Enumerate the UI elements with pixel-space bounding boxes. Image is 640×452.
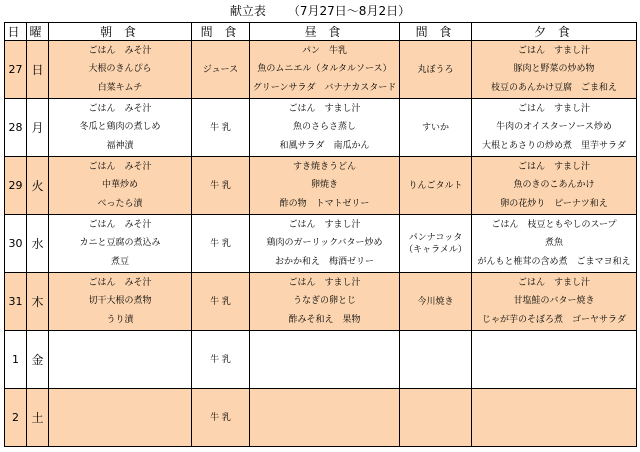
dinner-items <box>472 390 636 446</box>
menu-item: うり漬 <box>106 315 134 326</box>
menu-item: 牛 乳 <box>210 296 231 307</box>
lunch-cell <box>250 41 400 99</box>
day-cell: 2 <box>5 389 27 447</box>
menu-item: ジュース <box>202 64 239 75</box>
weekday-cell: 木 <box>27 273 49 331</box>
menu-item: 魚のきのこあんかけ <box>513 180 595 191</box>
lunch-items <box>250 274 399 330</box>
snack-pm-items <box>400 390 471 446</box>
lunch-cell <box>250 331 400 389</box>
dinner-cell <box>472 41 637 99</box>
menu-item: 牛 乳 <box>210 122 231 133</box>
menu-body <box>5 41 637 447</box>
dinner-items <box>472 332 636 388</box>
dinner-cell <box>472 99 637 157</box>
dinner-items <box>472 216 636 272</box>
breakfast-items <box>49 158 191 214</box>
menu-item: カニと豆腐の煮込み <box>79 238 161 249</box>
menu-item: パン 牛乳 <box>301 45 347 56</box>
table-row <box>5 331 637 389</box>
menu-table <box>4 22 637 447</box>
snack-pm-items <box>400 332 471 388</box>
menu-item: 豚肉と野菜の炒め物 <box>513 64 595 75</box>
lunch-items <box>250 158 399 214</box>
snack-am-cell <box>192 41 250 99</box>
snack-pm-cell <box>400 41 472 99</box>
menu-item: ごはん すまし汁 <box>517 103 590 114</box>
day-cell: 1 <box>5 331 27 389</box>
lunch-cell <box>250 389 400 447</box>
menu-item: 切干大根の煮物 <box>88 296 152 307</box>
menu-item: 和風サラダ 南瓜かん <box>279 141 370 152</box>
menu-item: ごはん みそ汁 <box>88 219 152 230</box>
snack-am-items <box>192 332 249 388</box>
menu-item: 冬瓜と鶏肉の煮しめ <box>79 122 161 133</box>
menu-item: がんもと椎茸の含め煮 ごまマヨ和え <box>477 257 631 268</box>
breakfast-items <box>49 332 191 388</box>
snack-pm-cell <box>400 273 472 331</box>
snack-am-cell <box>192 331 250 389</box>
menu-item: パンナコッタ <box>408 232 463 243</box>
menu-item: 煮豆 <box>110 257 129 268</box>
menu-item: りんごタルト <box>408 180 463 191</box>
menu-item: すき焼きうどん <box>292 161 356 172</box>
lunch-cell <box>250 157 400 215</box>
menu-item: 枝豆のあんかけ豆腐 ごま和え <box>490 83 617 94</box>
day-cell: 30 <box>5 215 27 273</box>
day-cell: 27 <box>5 41 27 99</box>
breakfast-cell <box>49 99 192 157</box>
day-cell: 31 <box>5 273 27 331</box>
menu-item: 鶏肉のガーリックバター炒め <box>266 238 383 249</box>
menu-item: 大根とあさりの炒め煮 里芋サラダ <box>482 141 626 152</box>
lunch-items <box>250 332 399 388</box>
menu-item: おかか和え 梅酒ゼリー <box>274 257 374 268</box>
day-cell: 29 <box>5 157 27 215</box>
weekday-cell: 金 <box>27 331 49 389</box>
header-day: 日 <box>5 23 27 41</box>
menu-item: 酢みそ和え 果物 <box>288 315 361 326</box>
menu-item: （キャラメル） <box>404 244 467 255</box>
lunch-items <box>250 100 399 156</box>
snack-pm-cell <box>400 389 472 447</box>
weekday-cell: 日 <box>27 41 49 99</box>
snack-am-items <box>192 42 249 98</box>
menu-item: べったら漬 <box>97 199 143 210</box>
dinner-cell <box>472 331 637 389</box>
header-breakfast: 朝 食 <box>49 23 192 41</box>
menu-item: ごはん すまし汁 <box>288 103 361 114</box>
table-row <box>5 99 637 157</box>
menu-item: ごはん みそ汁 <box>88 45 152 56</box>
snack-am-items <box>192 158 249 214</box>
breakfast-items <box>49 42 191 98</box>
breakfast-cell <box>49 41 192 99</box>
snack-pm-cell <box>400 157 472 215</box>
dinner-cell <box>472 389 637 447</box>
table-row <box>5 41 637 99</box>
breakfast-cell <box>49 157 192 215</box>
breakfast-cell <box>49 273 192 331</box>
menu-item: 中華炒め <box>101 180 138 191</box>
snack-am-items <box>192 100 249 156</box>
header-row <box>5 23 637 41</box>
dinner-cell <box>472 157 637 215</box>
breakfast-items <box>49 274 191 330</box>
menu-item: ごはん すまし汁 <box>288 219 361 230</box>
weekday-cell: 火 <box>27 157 49 215</box>
header-lunch: 昼 食 <box>250 23 400 41</box>
menu-item: 卵焼き <box>310 180 338 191</box>
table-row <box>5 389 637 447</box>
menu-item: すいか <box>421 122 449 133</box>
lunch-cell <box>250 215 400 273</box>
lunch-cell <box>250 273 400 331</box>
title-text: 献立表 <box>229 4 266 18</box>
menu-item: 牛 乳 <box>210 354 231 365</box>
snack-pm-items <box>400 158 471 214</box>
table-row <box>5 157 637 215</box>
menu-item: ごはん すまし汁 <box>517 45 590 56</box>
weekday-cell: 土 <box>27 389 49 447</box>
dinner-items <box>472 100 636 156</box>
snack-am-cell <box>192 215 250 273</box>
breakfast-items <box>49 390 191 446</box>
menu-item: 丸ぼうろ <box>417 64 454 75</box>
lunch-items <box>250 390 399 446</box>
menu-item: うなぎの卵とじ <box>292 296 356 307</box>
menu-item: 卵の花炒り ピーナツ和え <box>500 199 608 210</box>
menu-item: 白菜キムチ <box>97 83 143 94</box>
day-cell: 28 <box>5 99 27 157</box>
menu-item: ごはん 枝豆ともやしのスープ <box>491 219 617 230</box>
snack-pm-items <box>400 274 471 330</box>
menu-item: ごはん すまし汁 <box>288 277 361 288</box>
snack-pm-cell <box>400 215 472 273</box>
menu-title <box>0 0 640 22</box>
weekday-cell: 月 <box>27 99 49 157</box>
breakfast-cell <box>49 389 192 447</box>
menu-item: ごはん みそ汁 <box>88 161 152 172</box>
menu-item: 牛 乳 <box>210 238 231 249</box>
snack-am-items <box>192 274 249 330</box>
header-dinner: 夕 食 <box>472 23 637 41</box>
snack-pm-items <box>400 42 471 98</box>
table-row <box>5 215 637 273</box>
snack-am-items <box>192 390 249 446</box>
menu-item: 福神漬 <box>106 141 134 152</box>
menu-item: 牛 乳 <box>210 412 231 423</box>
dinner-items <box>472 42 636 98</box>
menu-item: 酢の物 トマトゼリー <box>279 199 370 210</box>
lunch-items <box>250 42 399 98</box>
snack-am-cell <box>192 99 250 157</box>
menu-item: 煮魚 <box>544 238 563 249</box>
snack-am-cell <box>192 389 250 447</box>
menu-item: 甘塩鮭のバター焼き <box>513 296 595 307</box>
menu-item: 魚のムニエル（タルタルソース） <box>257 64 392 75</box>
menu-item: じゃが芋のそぼろ煮 ゴーヤサラダ <box>482 315 626 326</box>
menu-item: ごはん みそ汁 <box>88 277 152 288</box>
menu-item: ごはん みそ汁 <box>88 103 152 114</box>
snack-pm-cell <box>400 331 472 389</box>
header-snack-pm: 間 食 <box>400 23 472 41</box>
snack-pm-items <box>400 216 471 272</box>
menu-item: グリーンサラダ バナナカスタード <box>252 83 397 94</box>
table-row <box>5 273 637 331</box>
snack-am-cell <box>192 157 250 215</box>
menu-item: 魚のさらさ蒸し <box>292 122 356 133</box>
snack-pm-cell <box>400 99 472 157</box>
breakfast-cell <box>49 331 192 389</box>
breakfast-cell <box>49 215 192 273</box>
lunch-cell <box>250 99 400 157</box>
header-snack-am: 間 食 <box>192 23 250 41</box>
snack-am-cell <box>192 273 250 331</box>
header-dow: 曜 <box>27 23 49 41</box>
lunch-items <box>250 216 399 272</box>
dinner-items <box>472 158 636 214</box>
breakfast-items <box>49 216 191 272</box>
menu-item: 大根のきんぴら <box>88 64 152 75</box>
snack-am-items <box>192 216 249 272</box>
menu-item: 今川焼き <box>417 296 454 307</box>
breakfast-items <box>49 100 191 156</box>
menu-item: 牛 乳 <box>210 180 231 191</box>
weekday-cell: 水 <box>27 215 49 273</box>
date-range: （7月27日～8月2日） <box>287 4 411 18</box>
menu-item: ごはん すまし汁 <box>517 277 590 288</box>
dinner-cell <box>472 215 637 273</box>
dinner-items <box>472 274 636 330</box>
snack-pm-items <box>400 100 471 156</box>
dinner-cell <box>472 273 637 331</box>
menu-item: ごはん すまし汁 <box>517 161 590 172</box>
menu-item: 牛肉のオイスターソース炒め <box>496 122 612 133</box>
